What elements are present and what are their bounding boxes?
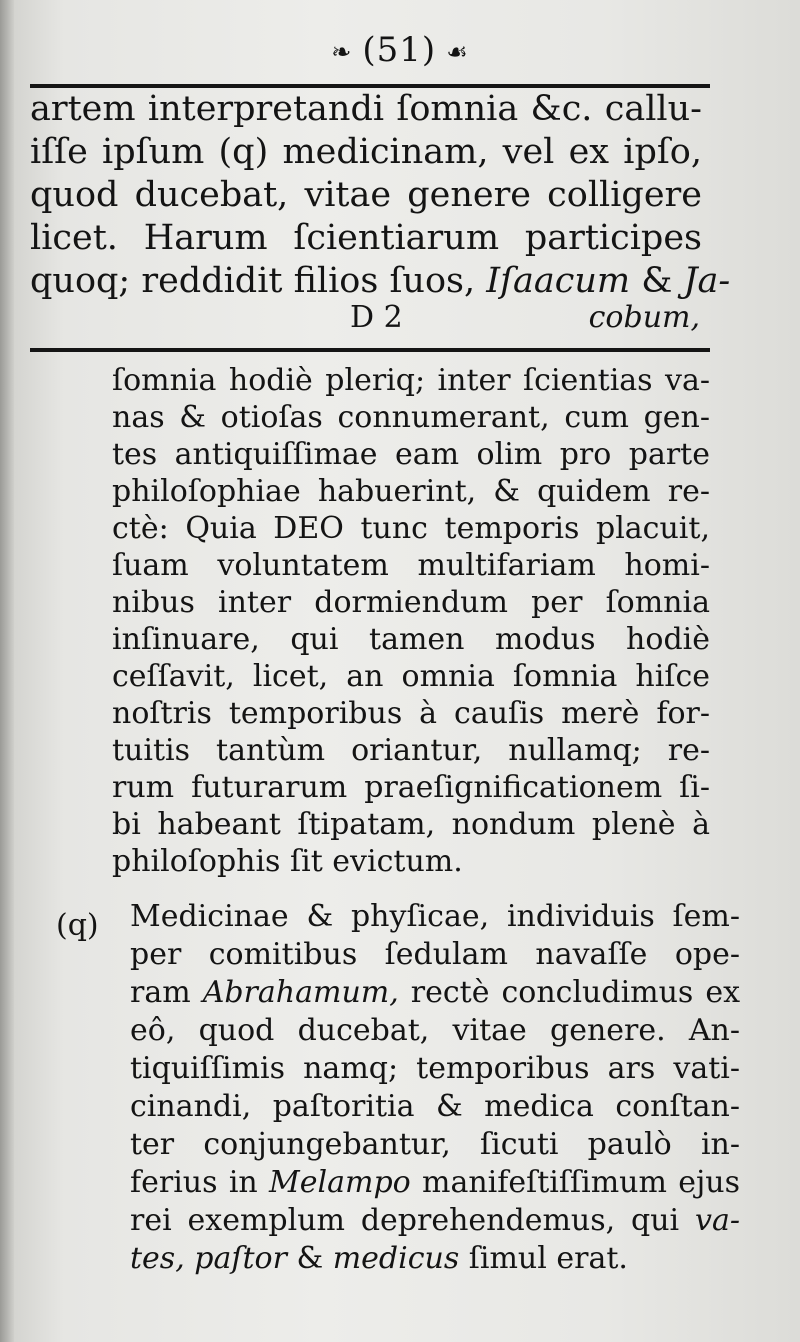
note-line: inſinuare, qui tamen modus hodiè [112, 622, 710, 657]
signature-mark: D 2 [350, 300, 403, 335]
note-continuation [112, 362, 710, 880]
footnote-line [130, 1240, 740, 1278]
note-line: ceſſavit, licet, an omnia ſomnia hiſce [112, 659, 710, 694]
ornament-right-icon: ☙ [446, 38, 469, 66]
note-line: nibus inter dormiendum per ſomnia [112, 585, 710, 620]
footnote-line: per comitibus ſedulam navaſſe ope- [130, 937, 740, 972]
footnote-line: Medicinae & phyſicae, individuis ſem- [130, 899, 740, 934]
footnote-line: cinandi, paſtoritia & medica conſtan- [130, 1089, 740, 1124]
page-number: (51) [362, 30, 437, 70]
name-isaac: Iſaacum [486, 261, 631, 301]
note-line: ſuam voluntatem multifariam homi- [112, 548, 710, 583]
main-line [30, 260, 731, 303]
page-gutter [0, 0, 14, 1342]
running-header [0, 30, 800, 70]
note-line: nas & otioſas connumerant, cum gen- [112, 400, 710, 435]
footnote-text: rei exemplum deprehendemus, qui [130, 1203, 696, 1238]
main-line: artem interpretandi ſomnia &c. callu- [30, 89, 702, 129]
footnote-line: eô, quod ducebat, vitae genere. An- [130, 1013, 740, 1048]
ornament-left-icon: ❧ [331, 38, 353, 66]
footnote-text: manifeſtiſſimum ejus [410, 1165, 740, 1200]
note-line: rum futurarum praeſignificationem ſi- [112, 770, 710, 805]
note-line: tuitis tantùm oriantur, nullamq; re- [112, 733, 710, 768]
ampersand: & [630, 261, 684, 301]
footnote-text: & [286, 1241, 333, 1276]
note-line: noſtris temporibus à cauſis merè for- [112, 696, 710, 731]
footnote-text: ſimul erat. [459, 1241, 628, 1276]
main-text [30, 88, 731, 303]
footnote-line [130, 974, 740, 1012]
note-line: bi habeant ſtipatam, nondum plenè à [112, 807, 710, 842]
note-line: philoſophiae habuerint, & quidem re- [112, 474, 710, 509]
catchword: cobum, [588, 300, 700, 335]
name-melampus: Melampo [269, 1165, 411, 1200]
footnote-italic: tes, paſtor [130, 1241, 287, 1276]
note-line: ctè: Quia DEO tunc temporis placuit, [112, 511, 710, 546]
note-line: philoſophis ſit evictum. [112, 844, 463, 879]
footnote-line [130, 1164, 740, 1202]
footnote-text: ram [130, 975, 203, 1010]
footnote-line: ter conjungebantur, ſicuti paulò in- [130, 1127, 740, 1162]
footnote-text: ferius in [130, 1165, 270, 1200]
footnote-text: rectè concludimus ex [398, 975, 740, 1010]
note-line: ſomnia hodiè pleriq; inter ſcientias va- [112, 363, 710, 398]
name-jacob-start: Ja- [683, 261, 731, 301]
footnote-line: tiquiſſimis namq; temporibus ars vati- [130, 1051, 740, 1086]
note-line: tes antiquiſſimae eam olim pro parte [112, 437, 710, 472]
footnote-italic: va- [695, 1203, 740, 1238]
main-line: quod ducebat, vitae genere colligere [30, 175, 702, 215]
footnote-line [130, 1202, 740, 1240]
footnote-q [130, 898, 740, 1278]
footnote-rule [30, 348, 710, 352]
main-line: iſſe ipſum (q) medicinam, vel ex ipſo, [30, 132, 702, 172]
footnote-marker: (q) [56, 908, 99, 943]
footnote-italic: medicus [332, 1241, 460, 1276]
main-line: licet. Harum ſcientiarum participes [30, 218, 702, 258]
name-abraham: Abrahamum, [202, 975, 399, 1010]
main-line-text: quoq; reddidit filios ſuos, [30, 261, 487, 301]
